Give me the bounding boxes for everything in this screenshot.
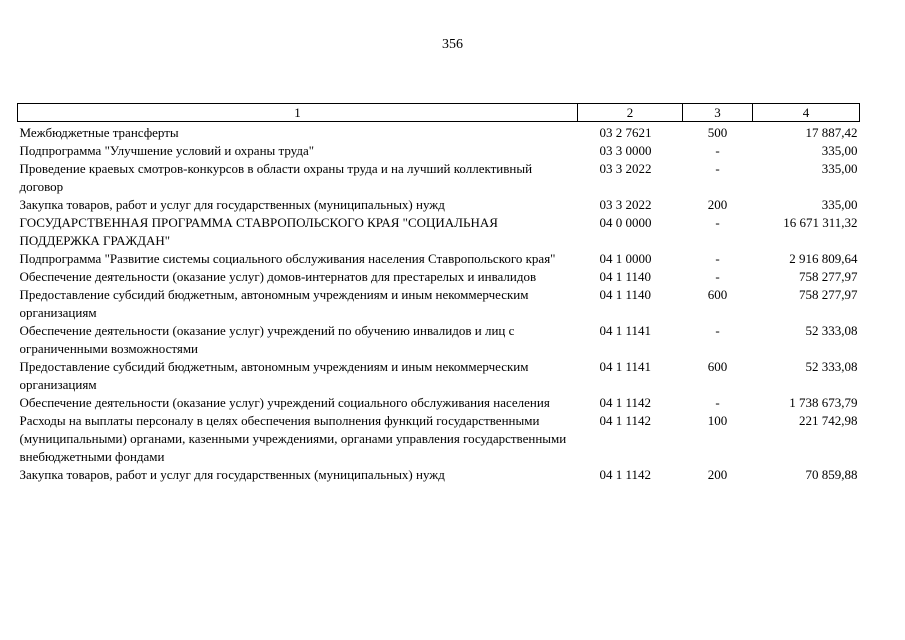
row-amount: 1 738 673,79 <box>789 395 858 410</box>
row-amount: 52 333,08 <box>805 359 858 374</box>
row-code: 04 1 1140 <box>599 287 652 302</box>
header-col-4: 4 <box>753 104 860 122</box>
table-row <box>18 196 860 214</box>
row-name: Обеспечение деятельности (оказание услуг) домов-интернатов для престарелых и инвалидов <box>19 269 537 284</box>
header-col-2: 2 <box>578 104 683 122</box>
row-name: Обеспечение деятельности (оказание услуг) учреждений социального обслуживания населения <box>19 395 550 410</box>
row-code: 03 3 2022 <box>599 197 652 212</box>
table-row <box>18 394 860 412</box>
row-type: - <box>715 251 720 266</box>
row-type: 200 <box>707 467 728 482</box>
row-code: 04 1 1140 <box>599 269 652 284</box>
row-amount: 52 333,08 <box>805 323 858 338</box>
table-row <box>18 358 860 394</box>
row-name: Подпрограмма "Улучшение условий и охраны труда" <box>19 143 315 158</box>
row-amount: 335,00 <box>821 161 858 176</box>
row-code: 04 1 1141 <box>599 359 652 374</box>
header-col-3: 3 <box>683 104 753 122</box>
row-name: Закупка товаров, работ и услуг для государственных (муниципальных) нужд <box>19 197 445 212</box>
row-code: 04 1 1142 <box>599 413 652 428</box>
row-code: 03 3 2022 <box>599 161 652 176</box>
row-type: - <box>715 395 720 410</box>
row-type: 200 <box>707 197 728 212</box>
table-row <box>18 466 860 484</box>
row-type: 600 <box>707 287 728 302</box>
row-type: - <box>715 269 720 284</box>
row-code: 04 1 1142 <box>599 467 652 482</box>
table-row <box>18 214 860 250</box>
row-amount: 221 742,98 <box>799 413 858 428</box>
row-amount: 2 916 809,64 <box>789 251 858 266</box>
table-body <box>18 122 860 485</box>
row-amount: 70 859,88 <box>805 467 858 482</box>
row-type: 500 <box>707 125 728 140</box>
row-name: ГОСУДАРСТВЕННАЯ ПРОГРАММА СТАВРОПОЛЬСКОГО КРАЯ "СОЦИАЛЬНАЯ ПОДДЕРЖКА ГРАЖДАН" <box>19 215 498 248</box>
row-name: Обеспечение деятельности (оказание услуг) учреждений по обучению инвалидов и лиц с ограниченными возможностями <box>19 323 515 356</box>
row-code: 03 3 0000 <box>599 143 652 158</box>
row-amount: 16 671 311,32 <box>783 215 858 230</box>
table-header <box>18 104 860 122</box>
header-row <box>18 104 860 122</box>
table-row <box>18 142 860 160</box>
row-code: 03 2 7621 <box>599 125 652 140</box>
row-type: - <box>715 143 720 158</box>
row-name: Закупка товаров, работ и услуг для государственных (муниципальных) нужд <box>19 467 445 482</box>
row-name: Предоставление субсидий бюджетным, автономным учреждениям и иным некоммерческим организациям <box>19 287 529 320</box>
row-name: Проведение краевых смотров-конкурсов в области охраны труда и на лучший коллективный договор <box>19 161 533 194</box>
budget-table <box>17 103 860 484</box>
row-type: - <box>715 323 720 338</box>
table-row <box>18 286 860 322</box>
header-col-1: 1 <box>18 104 578 122</box>
row-name: Межбюджетные трансферты <box>19 125 179 140</box>
row-code: 04 1 1142 <box>599 395 652 410</box>
table-row <box>18 250 860 268</box>
row-name: Предоставление субсидий бюджетным, автономным учреждениям и иным некоммерческим организациям <box>19 359 529 392</box>
page-number: 356 <box>442 37 463 52</box>
row-amount: 335,00 <box>821 197 858 212</box>
table-row <box>18 122 860 143</box>
row-code: 04 1 0000 <box>599 251 652 266</box>
table-row <box>18 412 860 466</box>
row-name: Расходы на выплаты персоналу в целях обеспечения выполнения функций государственными (муниципальными) органами, казенными учреждениями, органами управления государственными внебюджетными фондами <box>19 413 567 464</box>
row-amount: 758 277,97 <box>799 287 858 302</box>
table-row <box>18 322 860 358</box>
row-type: - <box>715 215 720 230</box>
table-row <box>18 160 860 196</box>
table-row <box>18 268 860 286</box>
row-type: - <box>715 161 720 176</box>
row-amount: 17 887,42 <box>805 125 858 140</box>
row-type: 600 <box>707 359 728 374</box>
row-amount: 758 277,97 <box>799 269 858 284</box>
row-code: 04 0 0000 <box>599 215 652 230</box>
row-type: 100 <box>707 413 728 428</box>
row-amount: 335,00 <box>821 143 858 158</box>
row-code: 04 1 1141 <box>599 323 652 338</box>
row-name: Подпрограмма "Развитие системы социального обслуживания населения Ставропольского края" <box>19 251 556 266</box>
